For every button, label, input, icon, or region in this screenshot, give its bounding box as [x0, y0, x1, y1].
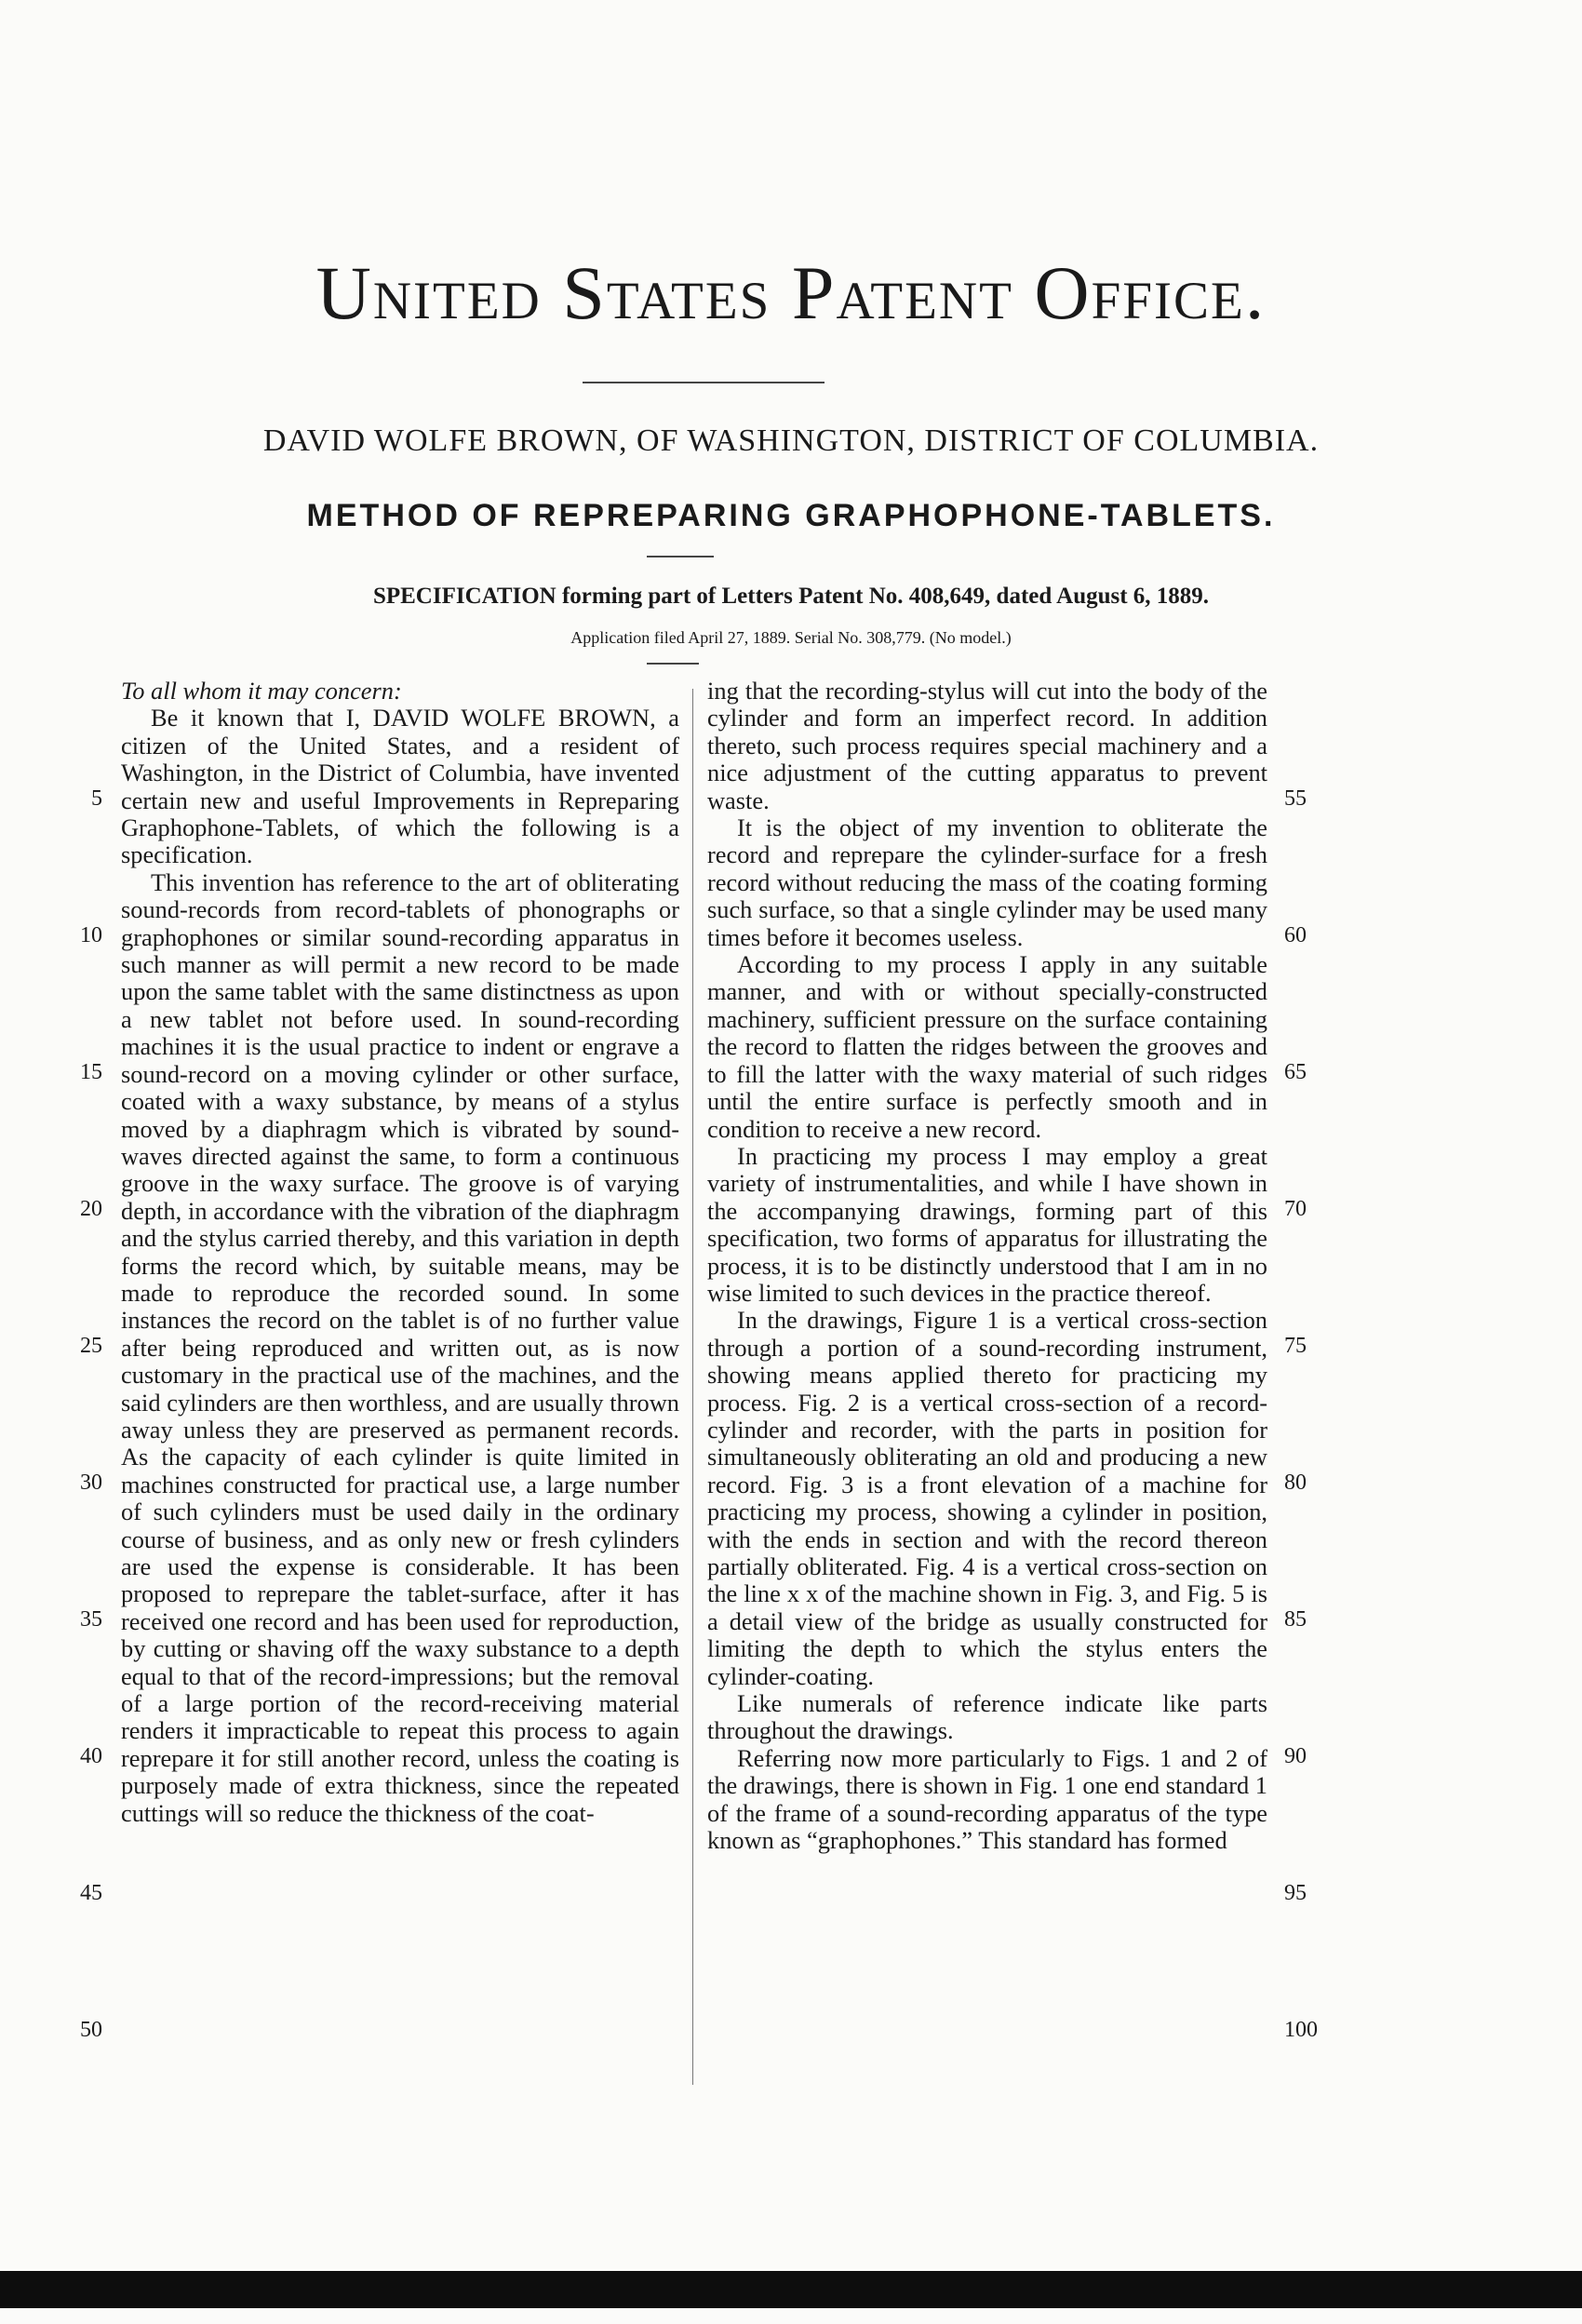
line-number: 60 — [1284, 923, 1307, 947]
line-number: 95 — [1284, 1881, 1307, 1905]
line-number: 30 — [80, 1471, 102, 1495]
scan-edge-bar — [0, 2271, 1582, 2308]
line-number: 50 — [80, 2018, 102, 2042]
application-line: Application filed April 27, 1889. Serial No. 308,779. (No model.) — [570, 628, 1012, 647]
line-number: 45 — [80, 1881, 102, 1905]
line-number: 80 — [1284, 1471, 1307, 1495]
line-number: 100 — [1284, 2018, 1318, 2042]
line-number: 35 — [80, 1607, 102, 1632]
line-number: 20 — [80, 1197, 102, 1221]
office-heading: United States Patent Office. — [315, 250, 1267, 335]
left-paragraph-1: Be it known that I, DAVID WOLFE BROWN, a citizen of the United States, and a resident of Washington, in the District of Columbia, have invented certain new and useful Improvements in Repreparing Graphophone-Tablets, of which the following is a specification. — [121, 704, 679, 869]
specification-line: SPECIFICATION forming part of Letters Patent No. 408,649, dated August 6, 1889. — [372, 584, 1210, 609]
method-title: METHOD OF REPREPARING GRAPHOPHONE-TABLETS. — [306, 498, 1276, 533]
right-paragraph-2: It is the object of my invention to obliterate the record and reprepare the cylinder-surface for a fresh record without reducing the mass of the coating forming such surface, so that a single cylinder may be used many times before it becomes useless. — [707, 813, 1267, 951]
line-number: 5 — [91, 786, 102, 811]
title-rule — [647, 556, 714, 557]
app-rule — [647, 663, 699, 665]
line-number: 55 — [1284, 786, 1307, 811]
right-paragraph-6: Like numerals of reference indicate like parts throughout the drawings. — [707, 1689, 1267, 1745]
left-column — [121, 678, 679, 1827]
line-number: 15 — [80, 1060, 102, 1084]
heading-rule — [583, 382, 825, 383]
column-divider — [692, 689, 693, 2085]
line-number: 40 — [80, 1744, 102, 1768]
line-number: 75 — [1284, 1334, 1307, 1358]
right-paragraph-3: According to my process I apply in any suitable manner, and with or without specially-constructed machinery, sufficient pressure on the surface containing the record to flatten the ridges between the grooves and to fill the latter with the waxy material of such ridges until the entire surface is perfectly smooth and in condition to receive a new record. — [707, 950, 1267, 1143]
right-paragraph-1: ing that the recording-stylus will cut into the body of the cylinder and form an imperfect record. In addition thereto, such process requires special machinery and a nice adjustment of the cutting apparatus to prevent waste. — [707, 677, 1267, 814]
line-number: 25 — [80, 1334, 102, 1358]
left-paragraph-2: This invention has reference to the art of obliterating sound-records from record-tablets of phonographs or graphophones or similar sound-recording apparatus in such manner as will permit a new record to be made upon the same tablet with the same distinctness as upon a new tablet not before used. In sound-recording machines it is the usual practice to indent or engrave a sound-record on a moving cylinder or other surface, coated with a waxy substance, by means of a stylus moved by a diaphragm which is vibrated by sound-waves directed against the same, to form a continuous groove in the waxy surface. The groove is of varying depth, in accordance with the vibration of the diaphragm and the stylus carried thereby, and this variation in depth forms the record which, by suitable means, may be made to reproduce the recorded sound. In some instances the record on the tablet is of no further value after being reproduced and written out, as is now customary in the practical use of the machines, and the said cylinders are then worthless, and are usually thrown away unless they are preserved as permanent records. As the capacity of each cylinder is quite limited in machines constructed for practical use, a large number of such cylinders must be used daily in the ordinary course of business, and as only new or fresh cylinders are used the expense is considerable. It has been proposed to reprepare the tablet-surface, after it has received one record and has been used for reproduction, by cutting or shaving off the waxy substance to a depth equal to that of the record-impressions; but the removal of a large portion of the record-receiving material renders it impracticable to repeat this process to again reprepare it for still another record, unless the coating is purposely made of extra thickness, since the repeated cuttings will so reduce the thickness of the coat- — [121, 867, 679, 1827]
right-column — [707, 678, 1267, 1854]
line-number: 85 — [1284, 1607, 1307, 1632]
right-paragraph-4: In practicing my process I may employ a great variety of instrumentalities, and while I have shown in the accompanying drawings, forming part of this specification, two forms of apparatus for illustrating the process, it is to be distinctly understood that I am in no wise limited to such devices in the practice thereof. — [707, 1141, 1267, 1307]
right-paragraph-7: Referring now more particularly to Figs. 1 and 2 of the drawings, there is shown in Fig. 1 one end standard 1 of the frame of a sound-recording apparatus of the type known as “graphophones.” This standard has formed — [707, 1743, 1267, 1855]
line-number: 70 — [1284, 1197, 1307, 1221]
right-paragraph-5: In the drawings, Figure 1 is a vertical cross-section through a portion of a sound-recording instrument, showing means applied thereto for practicing my process. Fig. 2 is a vertical cross-section of a record-cylinder and recorder, with the parts in position for simultaneously obliterating an old and producing a new record. Fig. 3 is a front elevation of a machine for practicing my process, showing a cylinder in position, with the ends in section and with the record thereon partially obliterated. Fig. 4 is a vertical cross-section on the line x x of the machine shown in Fig. 3, and Fig. 5 is a detail view of the bridge as usually constructed for limiting the depth to which the stylus enters the cylinder-coating. — [707, 1306, 1267, 1690]
inventor-line: DAVID WOLFE BROWN, OF WASHINGTON, DISTRICT OF COLUMBIA. — [262, 423, 1320, 458]
line-number: 65 — [1284, 1060, 1307, 1084]
line-number: 10 — [80, 923, 102, 947]
line-number: 90 — [1284, 1744, 1307, 1768]
salutation: To all whom it may concern: — [121, 677, 402, 705]
